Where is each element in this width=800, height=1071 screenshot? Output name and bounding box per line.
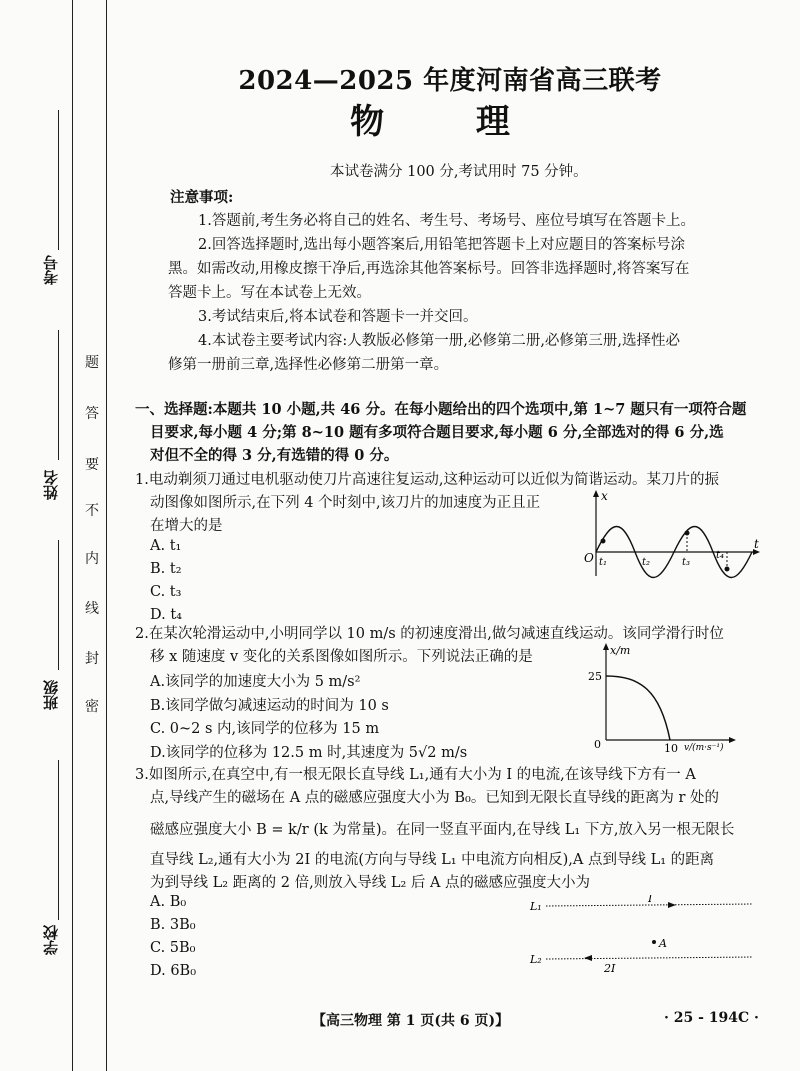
- q1-stem: 在增大的是: [150, 518, 223, 534]
- binding-line-inner: [106, 0, 107, 1071]
- section-instruction: 一、选择题:本题共 10 小题,共 46 分。在每小题给出的四个选项中,第 1~7 题只有一项符合题: [135, 401, 747, 418]
- tick-t3: t₃: [682, 557, 691, 568]
- wire1-label: L₁: [530, 900, 542, 913]
- q1-option-c: C. t₃: [150, 584, 182, 600]
- point-a: [652, 940, 656, 944]
- y-label: x: [601, 489, 608, 503]
- q1-option-a: A. t₁: [150, 538, 182, 554]
- q3-stem: 直导线 L₂,通有大小为 2I 的电流(方向与导线 L₁ 中电流方向相反),A 点到导线 L₁ 的距离: [150, 852, 715, 868]
- wire2-label: L₂: [530, 953, 542, 966]
- x-arrow: [729, 737, 736, 743]
- current1-arrow: [668, 902, 676, 908]
- q3-option-c: C. 5B₀: [150, 940, 196, 956]
- q1-stem: 1.电动剃须刀通过电机驱动使刀片高速往复运动,这种运动可以近似为简谐运动。某刀片的振: [135, 472, 719, 488]
- note-line: 1.答题前,考生务必将自己的姓名、考生号、考场号、座位号填写在答题卡上。: [198, 213, 695, 229]
- note-line: 3.考试结束后,将本试卷和答题卡一并交回。: [198, 309, 478, 325]
- q2-stem: 2.在某次轮滑运动中,小明同学以 10 m/s 的初速度滑出,做匀减速直线运动。该同学滑行时位: [135, 626, 724, 642]
- binding-line-outer: [72, 0, 73, 1071]
- school-label: 学校: [42, 925, 60, 955]
- q1-stem: 动图像如图所示,在下列 4 个时刻中,该刀片的加速度为正且正: [150, 495, 541, 511]
- q2-option-c: C. 0~2 s 内,该同学的位移为 15 m: [150, 721, 380, 737]
- notes-heading: 注意事项:: [170, 189, 234, 206]
- exam-number-label: 考号: [42, 255, 60, 285]
- exam-info: 本试卷满分 100 分,考试用时 75 分钟。: [330, 164, 588, 180]
- class-field: [58, 540, 59, 670]
- tick-t2: t₂: [642, 557, 651, 568]
- q2-option-d: D.该同学的位移为 12.5 m 时,其速度为 5√2 m/s: [150, 745, 468, 761]
- q1-vibration-graph: [582, 488, 762, 580]
- name-field: [58, 330, 59, 460]
- seal-char: 答: [85, 406, 99, 422]
- q3-stem: 磁感应强度大小 B = k/r (k 为常量)。在同一竖直平面内,在导线 L₁ 下方,放入另一根无限长: [150, 822, 735, 838]
- q3-option-d: D. 6B₀: [150, 963, 197, 979]
- q3-stem: 为到导线 L₂ 距离的 2 倍,则放入导线 L₂ 后 A 点的磁感应强度大小为: [150, 875, 591, 891]
- section-instruction: 对但不全的得 3 分,有选错的得 0 分。: [150, 447, 399, 464]
- name-label: 姓名: [42, 470, 60, 500]
- tick-t1: t₁: [599, 557, 608, 568]
- x-label: v/(m·s⁻¹): [684, 743, 724, 753]
- exam-number-field: [58, 110, 59, 250]
- seal-char: 密: [85, 699, 99, 715]
- seal-char: 封: [85, 651, 99, 667]
- section-instruction: 目要求,每小题 4 分;第 8~10 题有多项符合题目要求,每小题 6 分,全部选对的得 6 分,选: [150, 424, 724, 441]
- q3-option-a: A. B₀: [150, 894, 187, 910]
- origin-label: 0: [594, 738, 601, 751]
- q2-option-a: A.该同学的加速度大小为 5 m/s²: [150, 674, 361, 690]
- origin-label: O: [584, 551, 594, 565]
- x-value: 10: [664, 742, 678, 755]
- seal-char: 要: [85, 457, 99, 473]
- seal-char: 不: [85, 503, 99, 519]
- note-line: 黑。如需改动,用橡皮擦干净后,再选涂其他答案标号。回答非选择题时,将答案写在: [168, 261, 690, 277]
- q2-option-b: B.该同学做匀减速运动的时间为 10 s: [150, 698, 389, 714]
- current2-arrow: [584, 955, 592, 961]
- q1-option-d: D. t₄: [150, 607, 182, 623]
- y-value: 25: [588, 670, 602, 683]
- wire-l2: [546, 957, 753, 959]
- q1-option-b: B. t₂: [150, 561, 182, 577]
- subject-title: 物 理: [350, 102, 550, 142]
- seal-char: 线: [85, 601, 99, 617]
- point-t4: [725, 567, 730, 572]
- page-footer: 【高三物理 第 1 页(共 6 页)】: [312, 1013, 510, 1029]
- q3-stem: 点,导线产生的磁场在 A 点的磁感应强度大小为 B₀。已知到无限长直导线的距离为 r 处的: [150, 790, 720, 806]
- q2-xv-graph: [580, 640, 740, 755]
- class-label: 班级: [42, 680, 60, 710]
- current1-label: I: [648, 895, 653, 905]
- note-line: 答题卡上。写在本试卷上无效。: [168, 285, 371, 301]
- school-field: [58, 760, 59, 920]
- note-line: 修第一册前三章,选择性必修第二册第一章。: [168, 357, 449, 373]
- note-line: 2.回答选择题时,选出每小题答案后,用铅笔把答题卡上对应题目的答案标号涂: [198, 237, 686, 253]
- y-arrow: [603, 643, 609, 650]
- point-a-label: A: [659, 937, 667, 950]
- q3-stem: 3.如图所示,在真空中,有一根无限长直导线 L₁,通有大小为 I 的电流,在该导线下方有一 A: [135, 767, 696, 783]
- note-line: 4.本试卷主要考试内容:人教版必修第一册,必修第二册,必修第三册,选择性必: [198, 333, 681, 349]
- q2-stem: 移 x 随速度 v 变化的关系图像如图所示。下列说法正确的是: [150, 649, 533, 665]
- exam-title: 2024—2025 年度河南省高三联考: [238, 66, 662, 96]
- q3-wires-figure: [528, 895, 758, 975]
- tick-t4: t₄: [716, 550, 725, 561]
- y-arrow: [593, 490, 599, 497]
- q3-option-b: B. 3B₀: [150, 917, 196, 933]
- seal-char: 内: [85, 551, 99, 567]
- y-label: x/m: [610, 644, 631, 657]
- xv-curve: [606, 676, 670, 740]
- x-label: t: [754, 537, 759, 551]
- current2-label: 2I: [604, 962, 616, 975]
- point-t1: [601, 539, 606, 544]
- point-t3: [685, 531, 690, 536]
- seal-char: 题: [85, 355, 99, 371]
- exam-code: · 25 - 194C ·: [664, 1010, 759, 1026]
